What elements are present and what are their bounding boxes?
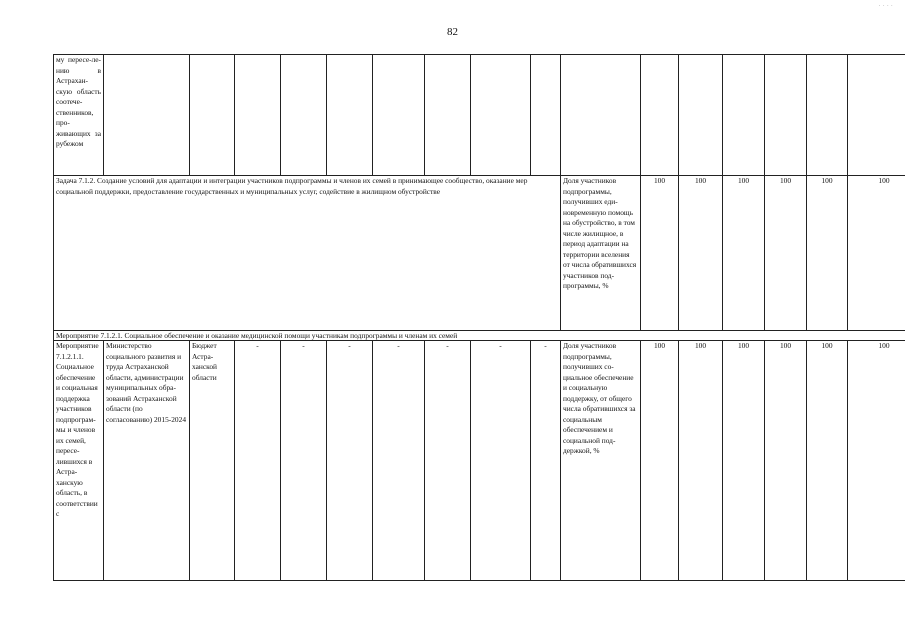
task-indicator-cell: Доля участников подпрограммы, получивших единовременную помощь на обустройство, в том числе жилищное, в период адаптации на территории вселения от числа обратившихся участников подпрограммы, % bbox=[561, 176, 641, 331]
task-value-cell: 100 bbox=[679, 176, 723, 331]
empty-cell bbox=[327, 55, 373, 176]
event-value-cell: 100 bbox=[807, 341, 848, 581]
empty-cell bbox=[425, 55, 471, 176]
empty-cell bbox=[765, 55, 807, 176]
empty-cell bbox=[679, 55, 723, 176]
event-value-cell: 100 bbox=[848, 341, 905, 581]
continued-event-name-cell: му пересе-лению в Астрахан-скую область соотечественников, проживающих за рубежом bbox=[54, 55, 104, 176]
event-indicator-cell: Доля участников подпрограммы, получивших социальное обеспечение и социальную поддержку, от общего числа обратившихся за социальным обеспечением и социальной поддержкой, % bbox=[561, 341, 641, 581]
event-header-cell: Мероприятие 7.1.2.1. Социальное обеспечение и оказание медицинской помощи участникам подпрограммы и членам их семей bbox=[54, 331, 905, 341]
task-value-cell: 100 bbox=[765, 176, 807, 331]
task-value-cell: 100 bbox=[723, 176, 765, 331]
event-funding-dash-cell: - bbox=[327, 341, 373, 581]
task-value-cell: 100 bbox=[641, 176, 679, 331]
event-funding-dash-cell: - bbox=[281, 341, 327, 581]
event-executor-cell: Министерство социального развития и труда Астраханской области, администрации муниципальных образований Астраханской области (по согласованию) 2015-2024 bbox=[104, 341, 190, 581]
empty-cell bbox=[641, 55, 679, 176]
page-number: 82 bbox=[447, 26, 458, 38]
table-row-event-header bbox=[54, 331, 905, 341]
table-row-task bbox=[54, 176, 905, 331]
event-funding-dash-cell: - bbox=[235, 341, 281, 581]
empty-cell bbox=[723, 55, 765, 176]
empty-cell bbox=[531, 55, 561, 176]
task-description-cell bbox=[54, 176, 561, 331]
event-value-cell: 100 bbox=[679, 341, 723, 581]
table-row-continuation bbox=[54, 55, 905, 176]
empty-cell bbox=[190, 55, 235, 176]
event-value-cell: 100 bbox=[723, 341, 765, 581]
empty-cell bbox=[471, 55, 531, 176]
event-funding-source-cell: Бюджет Астраханской области bbox=[190, 341, 235, 581]
task-value-cell: 100 bbox=[848, 176, 905, 331]
event-funding-dash-cell: - bbox=[531, 341, 561, 581]
event-value-cell: 100 bbox=[641, 341, 679, 581]
program-table bbox=[53, 54, 905, 581]
task-description: Задача 7.1.2. Создание условий для адаптации и интеграции участников подпрограммы и членов их семей в принимающее сообщество, оказание мер социальной поддержки, предоставление государственных и муниципальных услуг, содействие в жилищном обустройстве bbox=[56, 176, 528, 196]
empty-cell bbox=[373, 55, 425, 176]
empty-cell bbox=[561, 55, 641, 176]
empty-cell bbox=[848, 55, 905, 176]
table-row-event bbox=[54, 341, 905, 581]
empty-cell bbox=[281, 55, 327, 176]
empty-cell bbox=[235, 55, 281, 176]
event-funding-dash-cell: - bbox=[425, 341, 471, 581]
event-name-cell: Мероприятие 7.1.2.1.1. Социальное обеспечение и социальная поддержка участников подпрограммы и членов их семей, переселившихся в Астраханскую область, в соответствии с bbox=[54, 341, 104, 581]
event-funding-dash-cell: - bbox=[471, 341, 531, 581]
task-value-cell: 100 bbox=[807, 176, 848, 331]
empty-cell bbox=[104, 55, 190, 176]
empty-cell bbox=[807, 55, 848, 176]
event-funding-dash-cell: - bbox=[373, 341, 425, 581]
scan-corner-mark: · · · · bbox=[878, 2, 893, 10]
event-value-cell: 100 bbox=[765, 341, 807, 581]
